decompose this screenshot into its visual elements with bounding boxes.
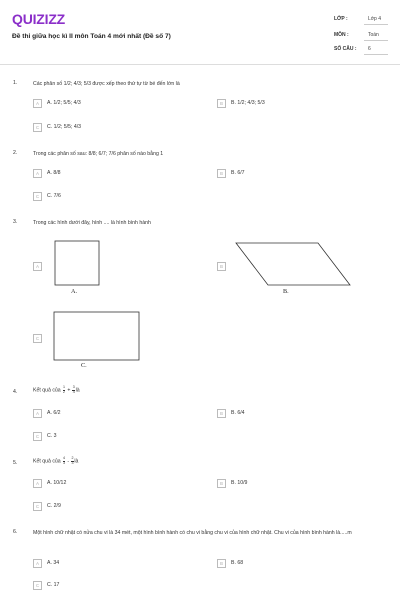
option-letter-box: C <box>33 334 42 343</box>
rectangle-figure <box>50 309 142 363</box>
question-text: Trong các hình dưới đây, hình .... là hình bình hành <box>33 220 151 226</box>
question-number: 4. <box>13 389 18 395</box>
option-letter-box: A <box>33 559 42 568</box>
option-text: A. 34 <box>47 560 60 566</box>
question-text: Một hình chữ nhật có nửa chu vi là 34 mét, một hình bình hành có chu vi bằng chu vi của hình chữ nhật. Chu vi của hình bình hành là.....m <box>33 530 352 536</box>
question-number: 2. <box>13 150 18 156</box>
option-text: A. 10/12 <box>47 480 67 486</box>
operator: + <box>67 387 71 394</box>
option-letter-box: C <box>33 432 42 441</box>
subject-value: Toán <box>368 32 379 38</box>
option-text: B. 10/9 <box>231 480 248 486</box>
question-number: 5. <box>13 460 18 466</box>
option-letter-box: A <box>33 479 42 488</box>
operator: - <box>67 458 70 465</box>
option-text: B. 68 <box>231 560 244 566</box>
question-text-before: Kết quả của <box>33 387 61 394</box>
option-letter-box: C <box>33 581 42 590</box>
question-text: Trong các phân số sau: 8/8; 6/7; 7/6 phân số nào bằng 1 <box>33 151 164 157</box>
option-letter-box: B <box>217 559 226 568</box>
option-text: C. 1/2; 5/5; 4/3 <box>47 124 82 130</box>
option-letter-box: C <box>33 123 42 132</box>
rectangle-shape <box>54 312 139 360</box>
divider <box>364 24 388 25</box>
question-text <box>33 457 389 465</box>
square-figure <box>50 238 105 290</box>
square-shape <box>55 241 99 285</box>
option-letter-box: B <box>217 479 226 488</box>
question-number: 6. <box>13 529 18 535</box>
question-text: Các phân số 1/2; 4/3; 5/3 được xếp theo thứ tự từ bé đến lớn là <box>33 81 180 87</box>
option-letter-box: B <box>217 262 226 271</box>
option-text: C. 2/9 <box>47 503 61 509</box>
exam-title: Đề thi giữa học kì II môn Toán 4 mới nhất (Đề số 7) <box>12 33 171 40</box>
numerator: 1 <box>63 385 66 389</box>
numerator: 4 <box>63 456 66 460</box>
option-text: C. 3 <box>47 433 57 439</box>
figure-label-a: A. <box>71 288 78 295</box>
denominator: 4 <box>72 389 75 394</box>
count-value: 6 <box>368 46 371 52</box>
option-letter-box: A <box>33 409 42 418</box>
option-letter-box: B <box>217 99 226 108</box>
option-text: C. 17 <box>47 582 60 588</box>
figure-label-c: C. <box>81 362 87 369</box>
numerator: 3 <box>72 385 75 389</box>
count-key: SỐ CÂU : <box>334 46 357 52</box>
question-text <box>33 386 389 394</box>
grade-value: Lớp 4 <box>368 16 382 22</box>
question-number: 1. <box>13 80 18 86</box>
figure-label-b: B. <box>283 288 289 295</box>
option-letter-box: B <box>217 409 226 418</box>
option-text: B. 1/2; 4/3; 5/3 <box>231 100 265 106</box>
question-text-after: là <box>74 458 79 465</box>
header-divider <box>0 64 400 65</box>
denominator: 2 <box>63 389 66 394</box>
option-text: A. 8/8 <box>47 170 61 176</box>
option-text: B. 6/7 <box>231 170 245 176</box>
subject-key: MÔN : <box>334 32 349 38</box>
option-letter-box: C <box>33 192 42 201</box>
divider <box>364 40 388 41</box>
option-text: A. 6/2 <box>47 410 61 416</box>
fraction <box>63 457 66 465</box>
option-letter-box: A <box>33 169 42 178</box>
fraction <box>63 386 66 394</box>
quizizz-logo: QUIZIZZ <box>12 11 66 27</box>
option-text: A. 1/2; 5/5; 4/3 <box>47 100 81 106</box>
option-letter-box: A <box>33 99 42 108</box>
option-letter-box: A <box>33 262 42 271</box>
option-letter-box: B <box>217 169 226 178</box>
parallelogram-shape <box>236 243 350 285</box>
question-text-after: là <box>75 387 80 394</box>
option-text: B. 6/4 <box>231 410 245 416</box>
denominator: 3 <box>63 460 66 465</box>
numerator: 2 <box>71 456 74 460</box>
option-letter-box: C <box>33 502 42 511</box>
grade-key: LỚP : <box>334 16 348 22</box>
parallelogram-figure <box>233 240 353 290</box>
question-text-before: Kết quả của <box>33 458 61 465</box>
denominator: 3 <box>71 460 74 465</box>
question-number: 3. <box>13 219 18 225</box>
divider <box>364 54 388 55</box>
option-text: C. 7/6 <box>47 193 61 199</box>
